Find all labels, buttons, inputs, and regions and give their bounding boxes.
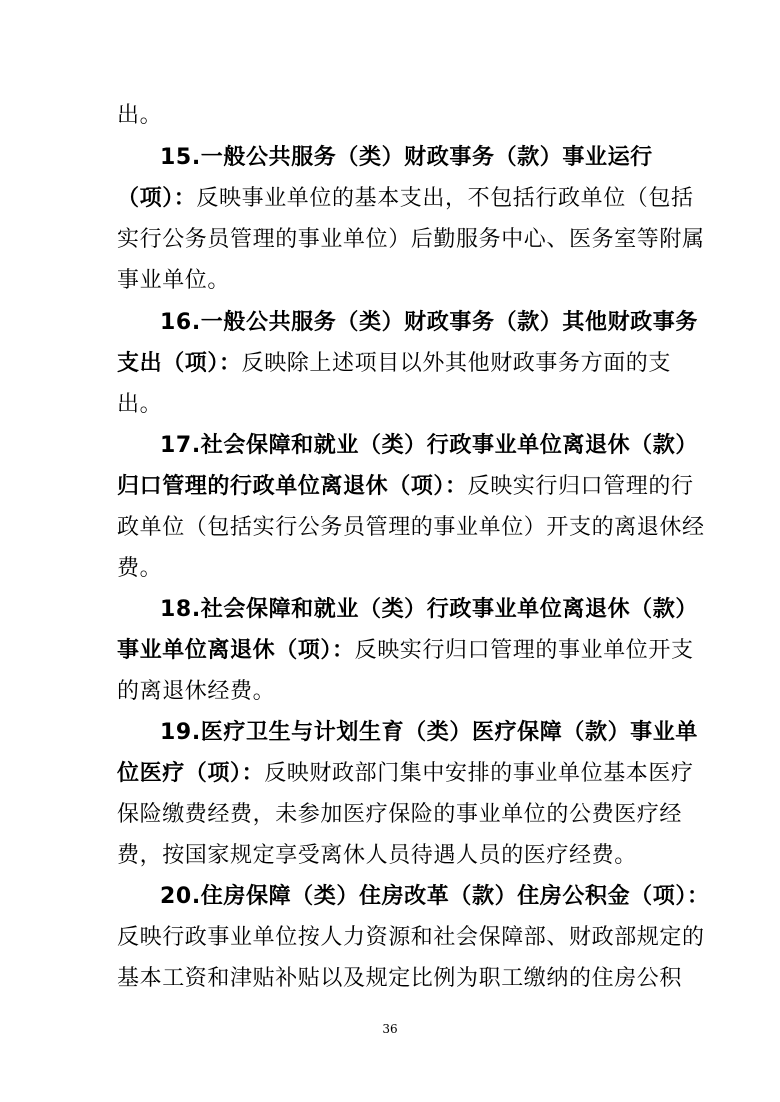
text-line: [160, 431, 698, 461]
item-heading: 位医疗（项）：: [117, 761, 265, 786]
body-text: 保险缴费经费，未参加医疗保险的事业单位的公费医疗经: [117, 802, 683, 827]
item-heading: （项）：: [117, 186, 197, 211]
text-line: [160, 718, 698, 748]
body-text: 费，按国家规定享受离休人员待遇人员的医疗经费。: [117, 843, 637, 868]
text-line: [117, 513, 705, 543]
item-heading: 15.一般公共服务（类）财政事务（款）事业运行: [160, 145, 653, 170]
text-line: [117, 472, 694, 502]
body-text: 政单位（包括实行公务员管理的事业单位）开支的离退休经: [117, 515, 705, 540]
item-heading: 18.社会保障和就业（类）行政事业单位离退休（款）: [160, 597, 698, 622]
text-line: [160, 882, 710, 912]
body-text: 反映财政部门集中安排的事业单位基本医疗: [264, 761, 694, 786]
body-text: 反映事业单位的基本支出，不包括行政单位（包括: [196, 186, 694, 211]
page-number: 36: [382, 1022, 398, 1036]
text-line: [160, 595, 698, 625]
body-text: 实行公务员管理的事业单位）后勤服务中心、医务室等附属: [117, 227, 705, 252]
item-heading: 17.社会保障和就业（类）行政事业单位离退休（款）: [160, 433, 698, 458]
text-line: [117, 923, 705, 953]
item-heading: 16.一般公共服务（类）财政事务（款）其他财政事务: [160, 310, 698, 335]
text-line: [117, 225, 705, 255]
body-text: 反映实行归口管理的行: [467, 474, 694, 499]
text-line: [117, 759, 694, 789]
text-line: [117, 964, 682, 994]
text-line: [117, 349, 671, 379]
text-line: [117, 390, 162, 420]
body-text: 基本工资和津贴补贴以及规定比例为职工缴纳的住房公积: [117, 966, 683, 991]
body-text: 反映实行归口管理的事业单位开支: [354, 638, 694, 663]
text-line: [117, 101, 162, 131]
text-line: [117, 677, 275, 707]
text-line: [117, 184, 694, 214]
item-heading: 支出（项）：: [117, 351, 242, 376]
item-heading: 19.医疗卫生与计划生育（类）医疗保障（款）事业单: [160, 720, 698, 745]
text-line: [117, 554, 162, 584]
text-line: [160, 143, 653, 173]
body-text: 出。: [117, 392, 163, 417]
item-heading: 归口管理的行政单位离退休（项）：: [117, 474, 468, 499]
text-line: [117, 841, 637, 871]
body-text: 反映除上述项目以外其他财政事务方面的支: [241, 351, 672, 376]
body-text: 的离退休经费。: [117, 679, 276, 704]
text-line: [117, 636, 694, 666]
text-line: [160, 308, 698, 338]
body-text: 出。: [117, 103, 163, 128]
body-text: 反映行政事业单位按人力资源和社会保障部、财政部规定的: [117, 925, 705, 950]
text-line: [117, 266, 230, 296]
body-text: 费。: [117, 556, 163, 581]
body-text: 事业单位。: [117, 268, 231, 293]
item-heading: 事业单位离退休（项）：: [117, 638, 355, 663]
item-heading: 20.住房保障（类）住房改革（款）住房公积金（项）：: [160, 884, 710, 909]
text-line: [117, 800, 682, 830]
